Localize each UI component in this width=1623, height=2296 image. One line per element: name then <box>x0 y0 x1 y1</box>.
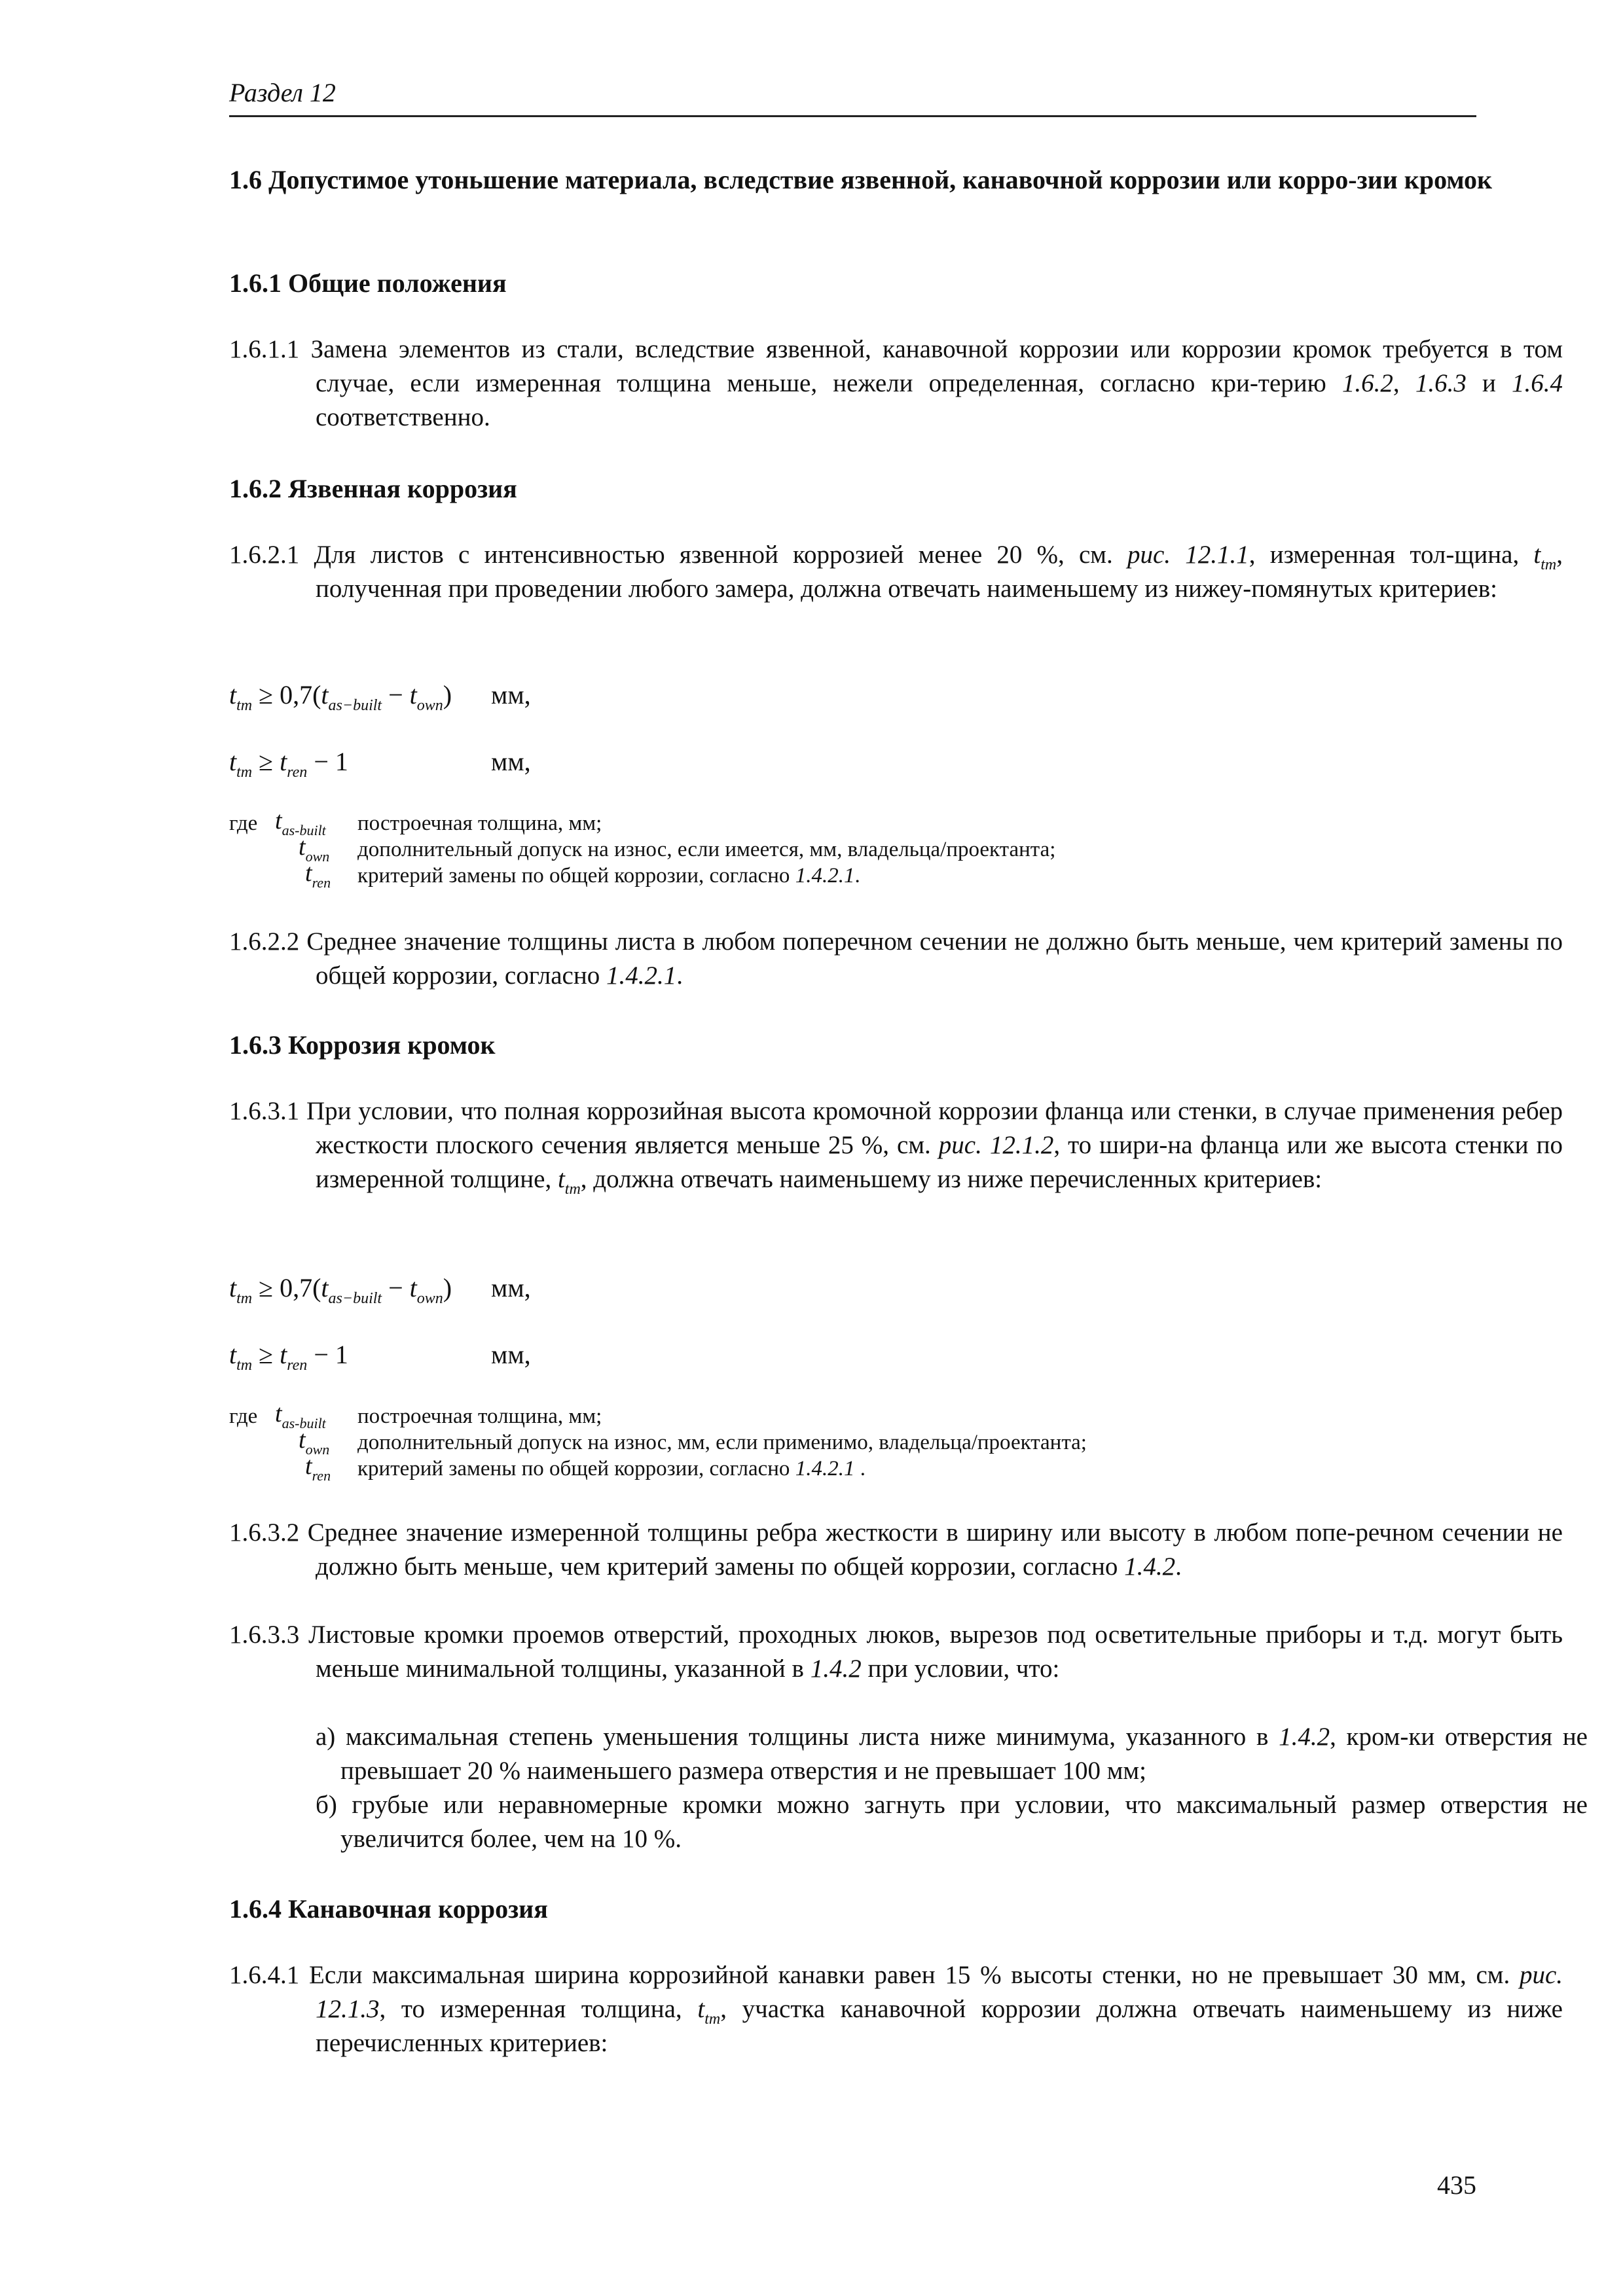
formula-4: $t_{tm} \ge t_{ren} - 1$ мм, <box>229 1340 531 1374</box>
page-number: 435 <box>1437 2170 1476 2200</box>
paragraph-1-6-3-3: 1.6.3.3 Листовые кромки проемов отверстий, проходных люков, вырезов под осветительные приборы и т.д. могут быть меньше минимальной толщины, указанной в 1.4.2 при условии, что: <box>229 1621 1563 1683</box>
formula-2: $t_{tm} \ge t_{ren} - 1$ мм, <box>229 747 531 781</box>
paragraph-1-6-4-1: 1.6.4.1 Если максимальная ширина коррозийной канавки равен 15 % высоты стенки, но не превышает 30 мм, см. рис. 12.1.3, то измеренная толщина, $t_{tm}$, участка канавочной коррозии должна отвечать наименьшему из ниже перечисленных критериев: <box>229 1961 1563 2057</box>
list-item-b: б) грубые или неравномерные кромки можно загнуть при условии, что максимальный размер отверстия не увеличится более, чем на 10 %. <box>316 1791 1588 1853</box>
paragraph-1-6-2-2: 1.6.2.2 Среднее значение толщины листа в любом поперечном сечении не должно быть меньше, чем критерий замены по общей коррозии, согласно 1.4.2.1. <box>229 927 1563 990</box>
section-1-6-4-title: 1.6.4 Канавочная коррозия <box>229 1894 548 1924</box>
where-block-1: где $t_{as-built}$ построечная толщина, мм; $t_{own}$ дополнительный допуск на износ, если имеется, мм, владельца/проектанта; $t_{ren}$ критерий замены по общей коррозии, согласно 1.4.2.1. <box>229 807 1056 891</box>
where-block-2: где $t_{as-built}$ построечная толщина, мм; $t_{own}$ дополнительный допуск на износ, мм, если применимо, владельца/проектанта; $t_{ren}$ критерий замены по общей коррозии, согласно 1.4.2.1 . <box>229 1400 1087 1484</box>
formula-3: $t_{tm} \ge 0,7(t_{as-built} - t_{own})$ мм, <box>229 1273 531 1307</box>
section-1-6-title: 1.6 Допустимое утоньшение материала, вследствие язвенной, канавочной коррозии или корро-зии кромок <box>229 165 1493 194</box>
paragraph-1-6-2-1: 1.6.2.1 Для листов с интенсивностью язвенной коррозией менее 20 %, см. рис. 12.1.1, измеренная тол-щина, $t_{tm}$, полученная при проведении любого замера, должна отвечать наименьшему из нижеу-помянутых критериев: <box>229 541 1563 603</box>
running-header: Раздел 12 <box>229 78 336 107</box>
paragraph-1-6-3-2: 1.6.3.2 Среднее значение измеренной толщины ребра жесткости в ширину или высоту в любом попе-речном сечении не должно быть меньше, чем критерий замены по общей коррозии, согласно 1.4.2. <box>229 1518 1563 1581</box>
paragraph-1-6-3-1: 1.6.3.1 При условии, что полная коррозийная высота кромочной коррозии фланца или стенки, в случае применения ребер жесткости плоского сечения является меньше 25 %, см. рис. 12.1.2, то шири-на фланца или же высота стенки по измеренной толщине, $t_{tm}$, должна отвечать наименьшему из ниже перечисленных критериев: <box>229 1097 1563 1198</box>
paragraph-1-6-1-1: 1.6.1.1 Замена элементов из стали, вследствие язвенной, канавочной коррозии или коррозии кромок требуется в том случае, если измеренная толщина меньше, нежели определенная, согласно кри-терию 1.6.2, 1.6.3 и 1.6.4 соответственно. <box>229 335 1563 431</box>
section-1-6-3-title: 1.6.3 Коррозия кромок <box>229 1030 496 1060</box>
section-1-6-2-title: 1.6.2 Язвенная коррозия <box>229 474 517 503</box>
header-rule <box>229 115 1476 117</box>
section-1-6-1-title: 1.6.1 Общие положения <box>229 268 507 298</box>
list-item-a: а) максимальная степень уменьшения толщины листа ниже минимума, указанного в 1.4.2, кром-ки отверстия не превышает 20 % наименьшего размера отверстия и не превышает 100 мм; <box>316 1723 1588 1785</box>
formula-1: $t_{tm} \ge 0,7(t_{as-built} - t_{own})$ мм, <box>229 680 531 714</box>
